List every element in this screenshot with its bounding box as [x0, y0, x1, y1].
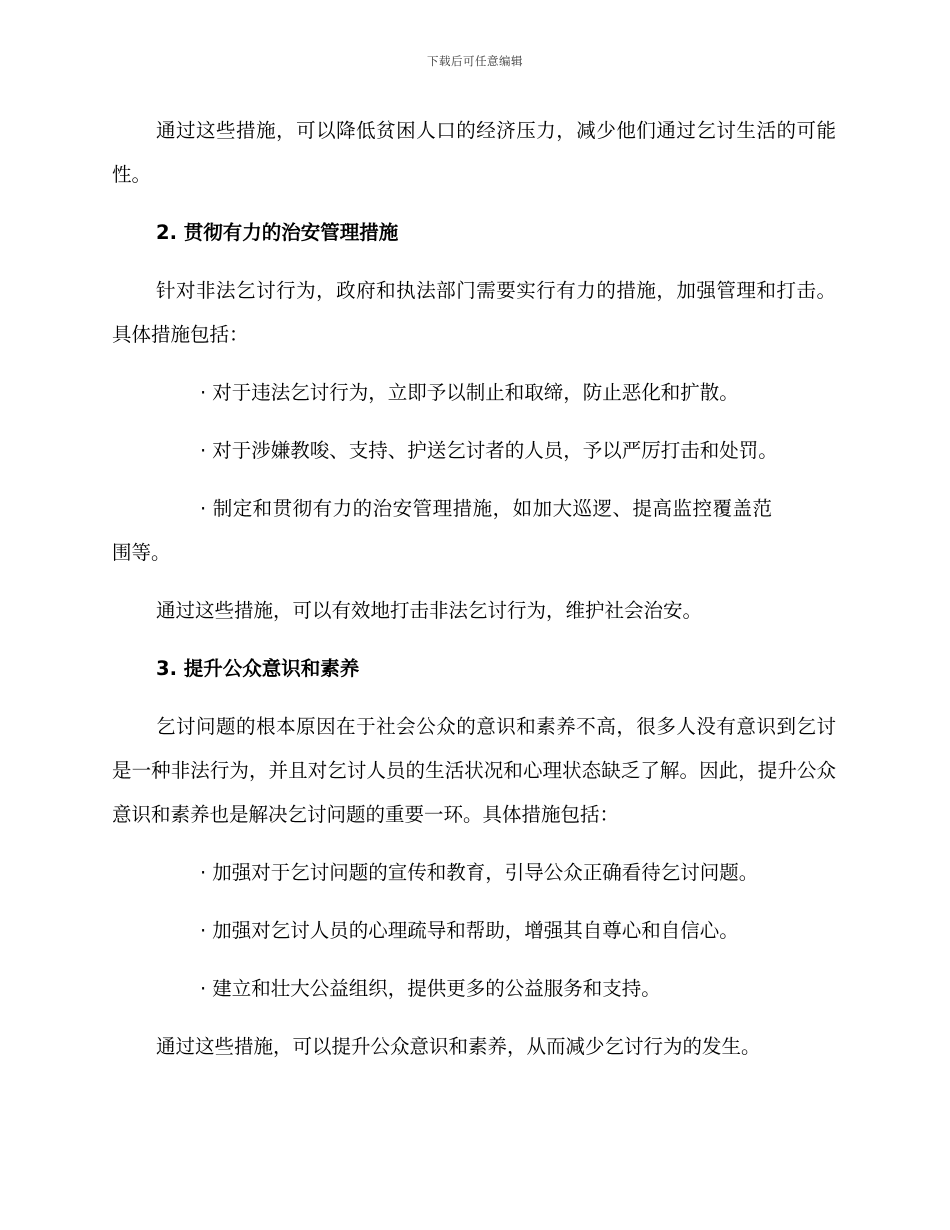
section-heading-3: 3. 提升公众意识和素养 [156, 657, 360, 680]
bullet-icon: · [200, 497, 207, 520]
list-item-text: 对于涉嫌教唆、支持、护送乞讨者的人员，予以严厉打击和处罚。 [212, 439, 778, 462]
paragraph-intro-summary: 通过这些措施，可以降低贫困人口的经济压力，减少他们通过乞讨生活的可能性。 [112, 119, 836, 186]
list-item-text: 加强对乞讨人员的心理疏导和帮助，增强其自尊心和自信心。 [212, 919, 739, 942]
bullet-icon: · [200, 919, 207, 942]
bullet-icon: · [200, 861, 207, 884]
document-body [112, 109, 836, 1083]
list-item [112, 967, 836, 1011]
paragraph-section-3: 乞讨问题的根本原因在于社会公众的意识和素养不高，很多人没有意识到乞讨是一种非法行为，并且对乞讨人员的生活状况和心理状态缺乏了解。因此，提升公众意识和素养也是解决乞讨问题的重要一环。具体措施包括： [112, 715, 836, 826]
list-item-text: 制定和贯彻有力的治安管理措施，如加大巡逻、提高监控覆盖范围等。 [112, 497, 772, 564]
list-item-text: 建立和壮大公益组织，提供更多的公益服务和支持。 [212, 977, 661, 1000]
paragraph-section-2-summary: 通过这些措施，可以有效地打击非法乞讨行为，维护社会治安。 [156, 599, 703, 622]
list-item-text: 对于违法乞讨行为，立即予以制止和取缔，防止恶化和扩散。 [212, 381, 739, 404]
list-item-text: 加强对于乞讨问题的宣传和教育，引导公众正确看待乞讨问题。 [212, 861, 759, 884]
paragraph-section-3-summary: 通过这些措施，可以提升公众意识和素养，从而减少乞讨行为的发生。 [156, 1035, 761, 1058]
page-header: 下载后可任意编辑 [427, 54, 523, 68]
paragraph-section-2: 针对非法乞讨行为，政府和执法部门需要实行有力的措施，加强管理和打击。具体措施包括： [112, 279, 836, 346]
section-heading-2: 2. 贯彻有力的治安管理措施 [156, 221, 399, 244]
list-item [112, 429, 836, 473]
bullet-icon: · [200, 977, 207, 1000]
list-item [112, 371, 836, 415]
bullet-icon: · [200, 381, 207, 404]
bullet-icon: · [200, 439, 207, 462]
list-item [112, 487, 772, 575]
list-item [112, 851, 836, 895]
list-item [112, 909, 836, 953]
